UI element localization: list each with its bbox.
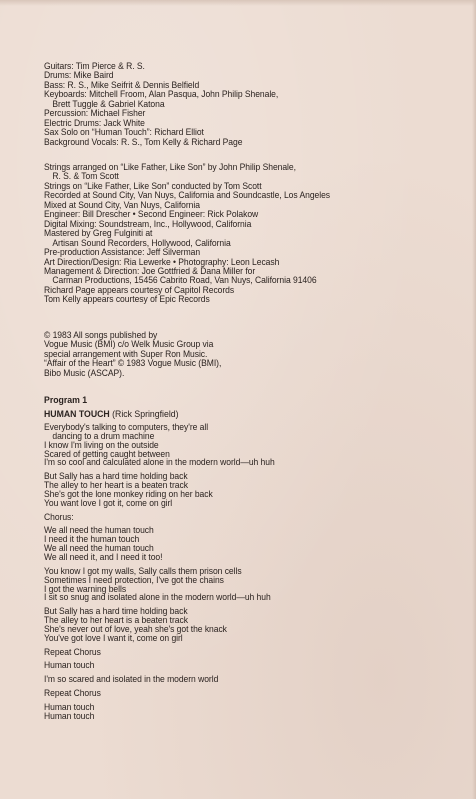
lyric-line: Repeat Chorus [44, 646, 101, 657]
lyric-line: Sometimes I need protection, I've got the chains [44, 574, 224, 585]
lyric-line: She's never out of love, yeah she's got the knack [44, 623, 227, 634]
lyric-line: The alley to her heart is a beaten track [44, 615, 188, 626]
lyric-line: dancing to a drum machine [52, 430, 155, 441]
publishing-notice [44, 331, 464, 378]
lyric-line: Human touch [44, 710, 95, 721]
lyric-line: I got the warning bells [44, 583, 127, 594]
lyric-line: I know I'm living on the outside [44, 439, 159, 450]
production-credits [44, 163, 464, 305]
lyric-line: I'm so cool and calculated alone in the modern world—uh huh [44, 457, 275, 468]
lyric-line: Scared of getting caught between [44, 448, 170, 459]
lyric-line: You know I got my walls, Sally calls them prison cells [44, 565, 242, 576]
song-title: HUMAN TOUCH [44, 408, 110, 419]
lyric-line: You want love I got it, come on girl [44, 497, 173, 508]
lyric-line: I'm so scared and isolated in the modern world [44, 674, 219, 685]
credit-line: Artisan Sound Recorders, Hollywood, California [52, 237, 231, 248]
program-label: Program 1 [44, 394, 88, 405]
musician-credits [44, 62, 464, 147]
song-lyrics [44, 423, 464, 721]
credit-line: Pre-production Assistance: Jeff Silverman [44, 247, 201, 258]
credit-line: Background Vocals: R. S., Tom Kelly & Richard Page [44, 136, 243, 147]
lyric-line: I need it the human touch [44, 534, 140, 545]
credit-line: Recorded at Sound City, Van Nuys, California and Soundcastle, Los Angeles [44, 190, 331, 201]
credit-line: Carman Productions, 15456 Cabrito Road, Van Nuys, California 91406 [52, 275, 317, 286]
credit-line: Art Direction/Design: Ria Lewerke • Photography: Leon Lecash [44, 256, 280, 267]
paper-edge-top [0, 0, 476, 6]
credit-line: Drums: Mike Baird [44, 70, 114, 81]
credit-line: Electric Drums: Jack White [44, 117, 145, 128]
credit-line: Mixed at Sound City, Van Nuys, California [44, 199, 200, 210]
credit-line: Mastered by Greg Fulginiti at [44, 228, 153, 239]
credit-line: R. S. & Tom Scott [52, 171, 119, 182]
lyric-line: We all need it, and I need it too! [44, 551, 163, 562]
publishing-line: Bibo Music (ASCAP). [44, 367, 125, 378]
lyric-line: But Sally has a hard time holding back [44, 606, 188, 617]
credit-line: Engineer: Bill Drescher • Second Engineer: Rick Polakow [44, 209, 259, 220]
credit-line: Richard Page appears courtesy of Capitol Records [44, 284, 235, 295]
credit-line: Tom Kelly appears courtesy of Epic Records [44, 294, 210, 305]
song-heading [44, 408, 179, 419]
lyric-line: Everybody's talking to computers, they're all [44, 422, 209, 432]
lyric-line: Repeat Chorus [44, 688, 101, 699]
lyric-line: But Sally has a hard time holding back [44, 471, 188, 482]
credit-line: Bass: R. S., Mike Seifrit & Dennis Belfield [44, 79, 200, 90]
credit-line: Management & Direction: Joe Gottfried & Dana Miller for [44, 265, 256, 276]
lyric-line: Human touch [44, 701, 95, 712]
publishing-line: © 1983 All songs published by [44, 330, 158, 340]
publishing-line: Vogue Music (BMI) c/o Welk Music Group via [44, 339, 214, 350]
lyric-line: We all need the human touch [44, 525, 154, 536]
lyric-line: She's got the lone monkey riding on her back [44, 488, 213, 499]
publishing-line: special arrangement with Super Ron Music. [44, 348, 208, 359]
lyric-line: The alley to her heart is a beaten track [44, 480, 188, 491]
credit-line: Digital Mixing: Soundstream, Inc., Hollywood, California [44, 218, 252, 229]
lyric-line: Chorus: [44, 511, 74, 522]
publishing-line: “Affair of the Heart” © 1983 Vogue Music (BMI), [44, 358, 222, 369]
song-writer: (Rick Springfield) [112, 408, 179, 419]
credit-line: Strings on “Like Father, Like Son” conducted by Tom Scott [44, 180, 262, 191]
credit-line: Percussion: Michael Fisher [44, 108, 146, 119]
lyric-line: You've got love I want it, come on girl [44, 632, 183, 643]
credit-line: Guitars: Tim Pierce & R. S. [44, 61, 145, 71]
paper-edge-right [472, 0, 476, 799]
credit-line: Strings arranged on “Like Father, Like Son” by John Philip Shenale, [44, 162, 296, 172]
lyric-line: Human touch [44, 660, 95, 671]
credit-line: Sax Solo on “Human Touch”: Richard Elliot [44, 127, 204, 138]
lyric-line: I sit so snug and isolated alone in the modern world—uh huh [44, 592, 271, 603]
credit-line: Brett Tuggle & Gabriel Katona [52, 98, 165, 109]
lyric-line: We all need the human touch [44, 543, 154, 554]
credit-line: Keyboards: Mitchell Froom, Alan Pasqua, John Philip Shenale, [44, 89, 279, 100]
